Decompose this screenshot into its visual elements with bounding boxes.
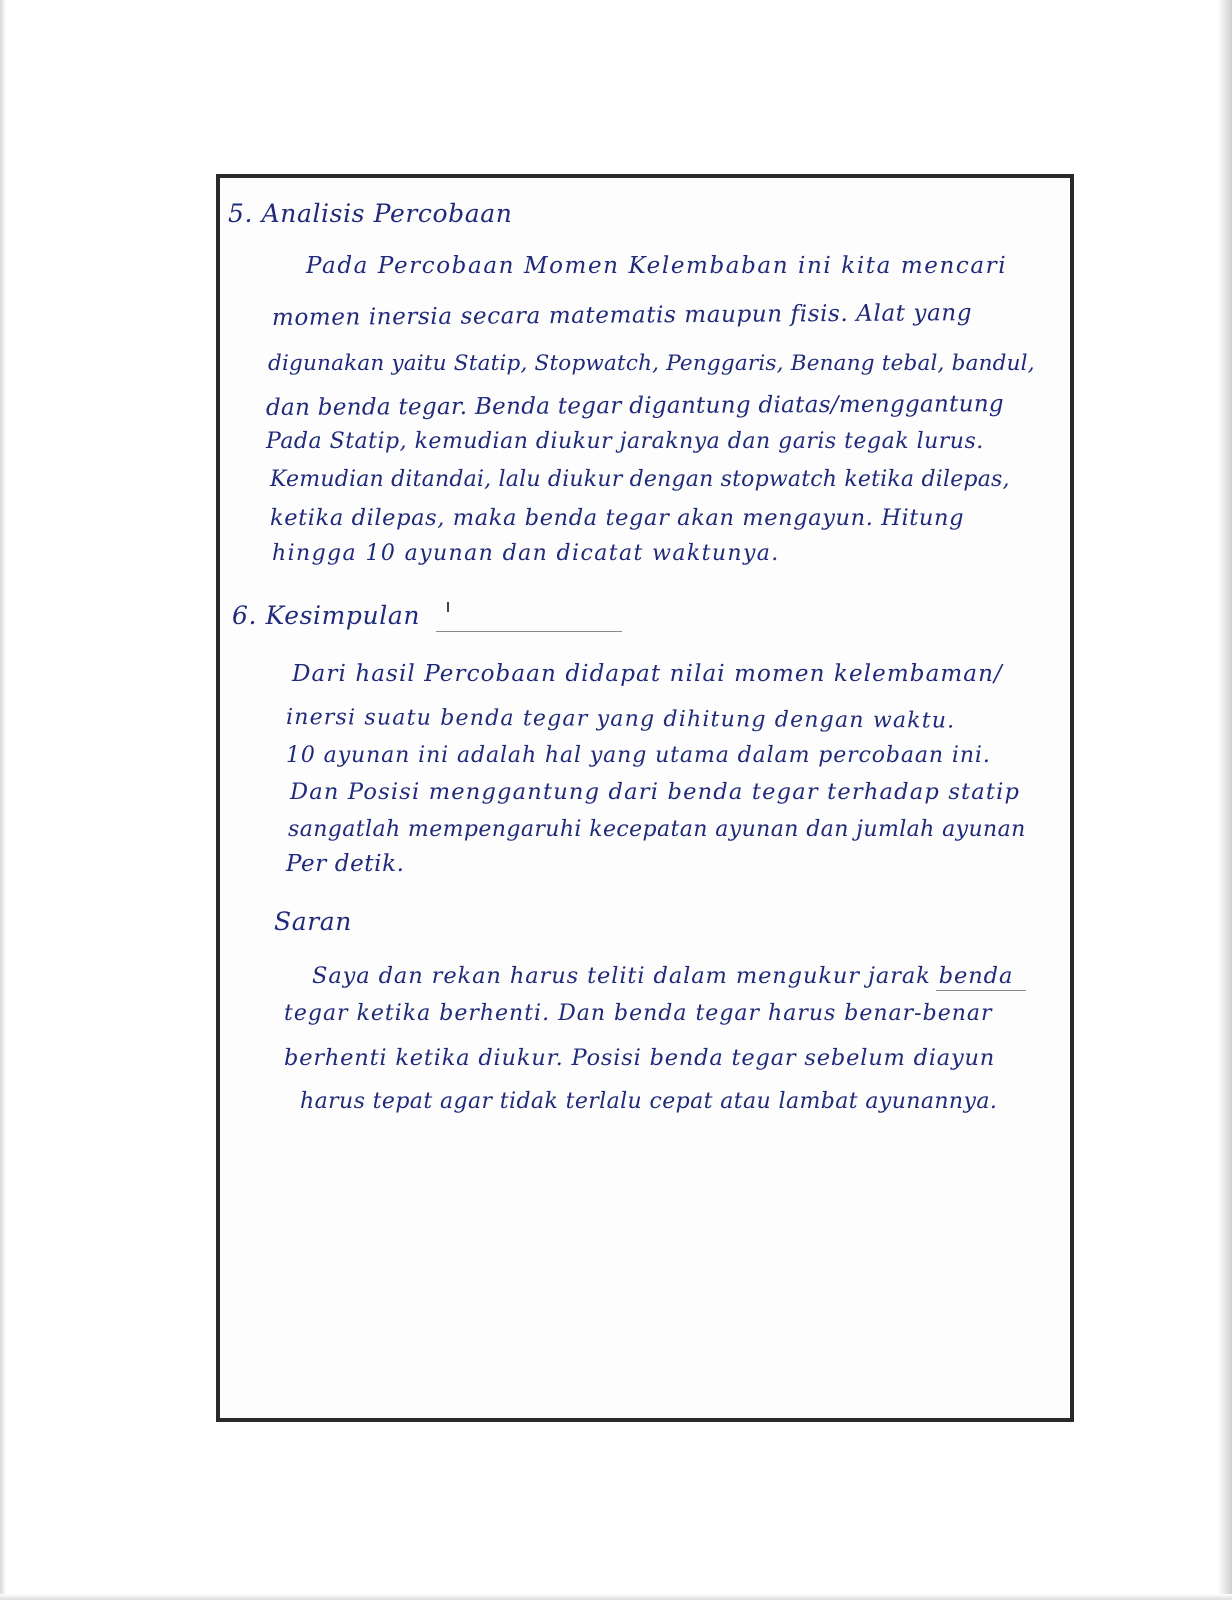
section5-line: Pada Percobaan Momen Kelembaban ini kita mencari [306,253,1008,279]
section5-line: ketika dilepas, maka benda tegar akan mengayun. Hitung [270,505,965,531]
scan-shadow-bottom [0,1594,1232,1600]
section6-heading: 6. Kesimpulan [232,601,421,630]
section5-heading: 5. Analisis Percobaan [228,199,513,228]
section6-line: 10 ayunan ini adalah hal yang utama dalam percobaan ini. [286,743,991,768]
stray-tick-mark [447,602,449,612]
saran-line: berhenti ketika diukur. Posisi benda tegar sebelum diayun [284,1045,996,1071]
section6-line: sangatlah mempengaruhi kecepatan ayunan dan jumlah ayunan [288,817,1026,842]
section5-line: momen inersia secara matematis maupun fisis. Alat yang [271,300,973,331]
section6-heading-underline [436,631,622,632]
saran-line: tegar ketika berhenti. Dan benda tegar harus benar-benar [284,1001,993,1026]
section5-line: Pada Statip, kemudian diukur jaraknya dan garis tegak lurus. [266,429,984,454]
saran-line: Saya dan rekan harus teliti dalam mengukur jarak benda [312,963,1014,989]
saran-line-underline [936,990,1026,991]
scan-shadow-right [1218,0,1232,1600]
section6-line: inersi suatu benda tegar yang dihitung dengan waktu. [285,705,956,734]
saran-line: harus tepat agar tidak terlalu cepat atau lambat ayunannya. [300,1089,998,1114]
section5-line: Kemudian ditandai, lalu diukur dengan stopwatch ketika dilepas, [270,467,1010,492]
section5-line: dan benda tegar. Benda tegar digantung diatas/menggantung [265,391,1004,421]
scan-shadow-left [0,0,6,1600]
saran-heading: Saran [274,907,352,936]
section5-line: hingga 10 ayunan dan dicatat waktunya. [272,541,780,566]
section5-line: digunakan yaitu Statip, Stopwatch, Penggaris, Benang tebal, bandul, [268,351,1035,376]
section6-line: Per detik. [286,851,405,877]
section6-line: Dan Posisi menggantung dari benda tegar terhadap statip [290,779,1021,805]
section6-line: Dari hasil Percobaan didapat nilai momen kelembaman/ [292,661,1003,687]
